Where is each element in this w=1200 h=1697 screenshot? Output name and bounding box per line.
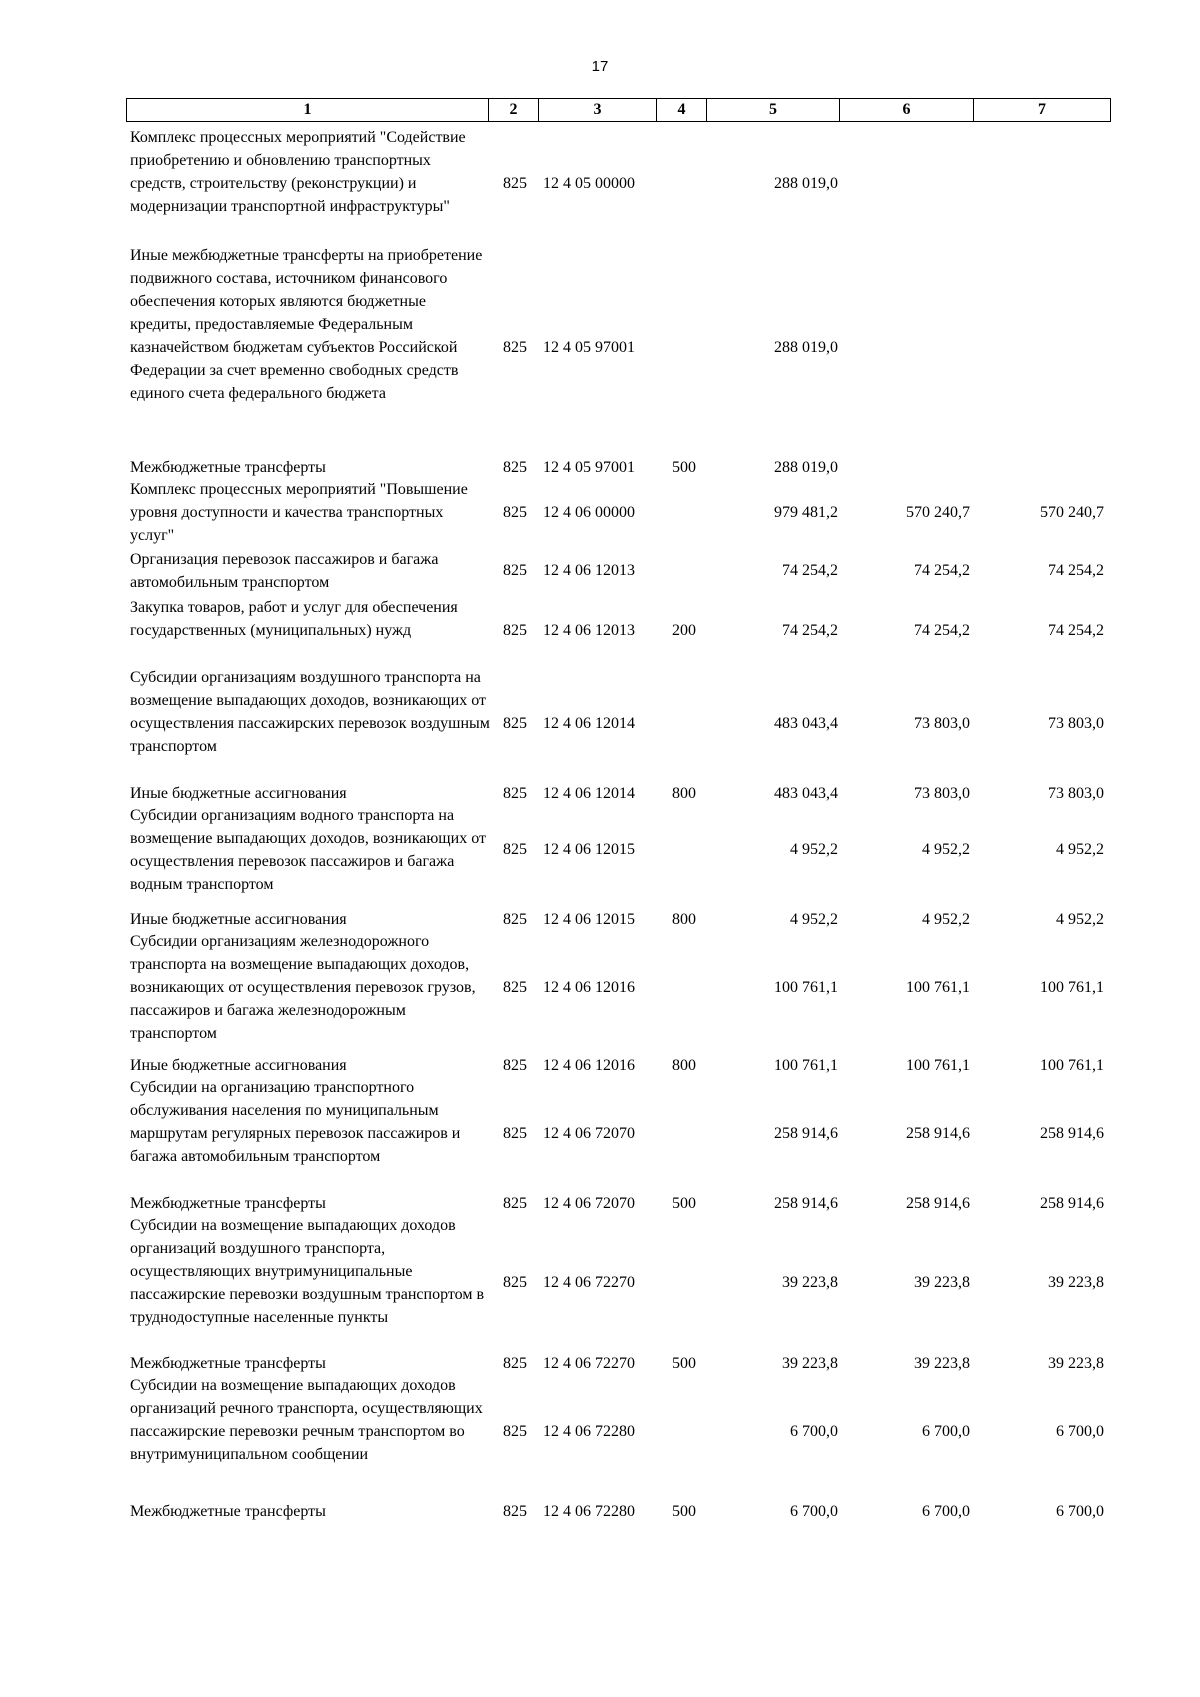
column-header-1: 1 bbox=[127, 99, 489, 122]
row-name: Комплекс процессных мероприятий "Содействие приобретению и обновлению транспортных средств, строительству (реконструкции) и модернизации транспортной инфраструктуры" bbox=[130, 129, 466, 215]
target-article-code: 12 4 06 12014 bbox=[543, 784, 635, 802]
row-name: Иные бюджетные ассигнования bbox=[130, 911, 347, 928]
ministry-code: 825 bbox=[503, 841, 527, 858]
table-row bbox=[0, 1500, 1200, 1522]
ministry-code: 825 bbox=[503, 338, 527, 356]
amount-year-2 bbox=[838, 456, 970, 479]
ministry-code: 825 bbox=[503, 174, 527, 192]
expense-type-code bbox=[662, 1214, 706, 1352]
amount-year-3 bbox=[970, 126, 1104, 241]
ministry-code: 825 bbox=[503, 978, 527, 996]
target-article-code: 12 4 05 00000 bbox=[543, 174, 635, 192]
row-name: Межбюджетные трансферты bbox=[130, 1355, 326, 1372]
ministry-code: 825 bbox=[503, 1056, 527, 1074]
target-article-code: 12 4 06 72280 bbox=[543, 1422, 635, 1440]
amount-year-3: 258 914,6 bbox=[1040, 1194, 1104, 1212]
row-name: Иные бюджетные ассигнования bbox=[130, 785, 347, 802]
expense-type-code bbox=[662, 666, 706, 781]
target-article-code: 12 4 06 12013 bbox=[543, 562, 635, 579]
amount-year-3: 39 223,8 bbox=[1048, 1274, 1104, 1291]
expense-type-code: 800 bbox=[672, 784, 696, 802]
amount-year-1: 74 254,2 bbox=[782, 562, 838, 579]
amount-year-1: 6 700,0 bbox=[790, 1502, 838, 1520]
row-name: Субсидии на возмещение выпадающих доходов организаций речного транспорта, осуществляющих пассажирские перевозки речным транспортом во внутримуниципальном сообщении bbox=[130, 1377, 483, 1463]
amount-year-1: 288 019,0 bbox=[774, 174, 838, 192]
amount-year-2: 258 914,6 bbox=[906, 1124, 970, 1142]
expense-type-code bbox=[662, 930, 706, 1045]
column-header-4: 4 bbox=[657, 99, 707, 122]
expense-type-code: 500 bbox=[672, 1354, 696, 1372]
row-name: Субсидии организациям железнодорожного транспорта на возмещение выпадающих доходов, возникающих от осуществления перевозок грузов, пассажиров и багажа железнодорожным транспортом bbox=[130, 933, 476, 1042]
ministry-code: 825 bbox=[503, 1194, 527, 1212]
amount-year-1: 483 043,4 bbox=[774, 784, 838, 802]
amount-year-2: 4 952,2 bbox=[922, 910, 970, 928]
table-row bbox=[0, 782, 1200, 804]
table-row bbox=[0, 126, 1200, 244]
column-header-7: 7 bbox=[974, 99, 1111, 122]
row-name: Субсидии организациям воздушного транспорта на возмещение выпадающих доходов, возникающих от осуществления пассажирских перевозок воздушным транспортом bbox=[130, 669, 490, 755]
expense-type-code: 200 bbox=[672, 621, 696, 639]
ministry-code: 825 bbox=[503, 621, 527, 639]
amount-year-1: 4 952,2 bbox=[790, 910, 838, 928]
target-article-code: 12 4 05 97001 bbox=[543, 338, 635, 356]
expense-type-code bbox=[662, 804, 706, 896]
target-article-code: 12 4 06 12013 bbox=[543, 621, 635, 639]
amount-year-3: 73 803,0 bbox=[1048, 714, 1104, 732]
amount-year-1: 100 761,1 bbox=[774, 978, 838, 996]
amount-year-1: 258 914,6 bbox=[774, 1194, 838, 1212]
amount-year-1: 74 254,2 bbox=[782, 621, 838, 639]
table-row bbox=[0, 1192, 1200, 1214]
amount-year-1: 39 223,8 bbox=[782, 1274, 838, 1291]
amount-year-2: 39 223,8 bbox=[914, 1274, 970, 1291]
row-name: Межбюджетные трансферты bbox=[130, 1503, 326, 1520]
amount-year-3: 570 240,7 bbox=[1040, 503, 1104, 521]
table-row bbox=[0, 804, 1200, 908]
amount-year-3 bbox=[970, 456, 1104, 479]
table-row bbox=[0, 1374, 1200, 1500]
target-article-code: 12 4 06 72070 bbox=[543, 1194, 635, 1212]
ministry-code: 825 bbox=[503, 503, 527, 521]
amount-year-3: 39 223,8 bbox=[1048, 1354, 1104, 1372]
target-article-code: 12 4 06 72270 bbox=[543, 1354, 635, 1372]
ministry-code: 825 bbox=[503, 458, 527, 476]
amount-year-2: 100 761,1 bbox=[906, 978, 970, 996]
table-row bbox=[0, 930, 1200, 1054]
page-number: 17 bbox=[591, 58, 609, 75]
target-article-code: 12 4 05 97001 bbox=[543, 458, 635, 476]
amount-year-3: 6 700,0 bbox=[1056, 1422, 1104, 1440]
amount-year-1: 6 700,0 bbox=[790, 1422, 838, 1440]
amount-year-1: 258 914,6 bbox=[774, 1124, 838, 1142]
amount-year-1: 4 952,2 bbox=[790, 841, 838, 858]
amount-year-2: 73 803,0 bbox=[914, 784, 970, 802]
expense-type-code: 500 bbox=[672, 458, 696, 476]
target-article-code: 12 4 06 12015 bbox=[543, 841, 635, 858]
row-name: Закупка товаров, работ и услуг для обеспечения государственных (муниципальных) нужд bbox=[130, 599, 458, 639]
amount-year-3: 73 803,0 bbox=[1048, 784, 1104, 802]
amount-year-2 bbox=[838, 126, 970, 241]
row-name: Иные межбюджетные трансферты на приобретение подвижного состава, источником финансового обеспечения которых являются бюджетные кредиты, предоставляемые Федеральным казначейством бюджетам субъектов Российской Федерации за счет временно свободных средств единого счета федерального бюджета bbox=[130, 247, 483, 402]
amount-year-2: 6 700,0 bbox=[922, 1502, 970, 1520]
target-article-code: 12 4 06 12016 bbox=[543, 978, 635, 996]
ministry-code: 825 bbox=[503, 1422, 527, 1440]
expense-type-code bbox=[662, 478, 706, 547]
amount-year-2: 74 254,2 bbox=[914, 562, 970, 579]
amount-year-3 bbox=[970, 244, 1104, 451]
amount-year-1: 483 043,4 bbox=[774, 714, 838, 732]
ministry-code: 825 bbox=[503, 1274, 527, 1291]
amount-year-1: 979 481,2 bbox=[774, 503, 838, 521]
amount-year-3: 74 254,2 bbox=[1048, 621, 1104, 639]
row-name: Организация перевозок пассажиров и багажа автомобильным транспортом bbox=[130, 551, 439, 591]
column-header-table bbox=[126, 98, 1111, 122]
table-row bbox=[0, 478, 1200, 548]
ministry-code: 825 bbox=[503, 1354, 527, 1372]
amount-year-2: 258 914,6 bbox=[906, 1194, 970, 1212]
target-article-code: 12 4 06 12016 bbox=[543, 1056, 635, 1074]
row-name: Субсидии организациям водного транспорта на возмещение выпадающих доходов, возникающих от осуществления перевозок пассажиров и багажа водным транспортом bbox=[130, 807, 486, 893]
expense-type-code: 800 bbox=[672, 1056, 696, 1074]
amount-year-2: 4 952,2 bbox=[922, 841, 970, 858]
column-header-row bbox=[127, 99, 1111, 122]
target-article-code: 12 4 06 12015 bbox=[543, 910, 635, 928]
row-name: Субсидии на организацию транспортного обслуживания населения по муниципальным маршрутам регулярных перевозок пассажиров и багажа автомобильным транспортом bbox=[130, 1079, 461, 1165]
amount-year-1: 100 761,1 bbox=[774, 1056, 838, 1074]
row-name: Иные бюджетные ассигнования bbox=[130, 1057, 347, 1074]
table-row bbox=[0, 1352, 1200, 1374]
table-row bbox=[0, 548, 1200, 596]
ministry-code: 825 bbox=[503, 562, 527, 579]
column-header-3: 3 bbox=[539, 99, 657, 122]
expense-type-code: 500 bbox=[672, 1194, 696, 1212]
expense-type-code bbox=[662, 1076, 706, 1191]
table-row bbox=[0, 596, 1200, 666]
expense-type-code: 500 bbox=[672, 1502, 696, 1520]
table-row bbox=[0, 456, 1200, 478]
target-article-code: 12 4 06 12014 bbox=[543, 714, 635, 732]
expense-type-code bbox=[662, 548, 706, 594]
ministry-code: 825 bbox=[503, 714, 527, 732]
table-row bbox=[0, 1054, 1200, 1076]
amount-year-3: 4 952,2 bbox=[1056, 910, 1104, 928]
amount-year-2: 39 223,8 bbox=[914, 1354, 970, 1372]
ministry-code: 825 bbox=[503, 1502, 527, 1520]
column-header-5: 5 bbox=[707, 99, 840, 122]
amount-year-1: 288 019,0 bbox=[774, 338, 838, 356]
table-row bbox=[0, 244, 1200, 456]
row-name: Межбюджетные трансферты bbox=[130, 1195, 326, 1212]
table-row bbox=[0, 666, 1200, 782]
table-row bbox=[0, 1214, 1200, 1352]
target-article-code: 12 4 06 72070 bbox=[543, 1124, 635, 1142]
column-header-6: 6 bbox=[840, 99, 974, 122]
amount-year-2: 73 803,0 bbox=[914, 714, 970, 732]
amount-year-2: 74 254,2 bbox=[914, 621, 970, 639]
amount-year-2 bbox=[838, 244, 970, 451]
column-header-2: 2 bbox=[489, 99, 539, 122]
expense-type-code bbox=[662, 244, 706, 451]
row-name: Межбюджетные трансферты bbox=[130, 459, 326, 476]
amount-year-3: 6 700,0 bbox=[1056, 1502, 1104, 1520]
target-article-code: 12 4 06 72280 bbox=[543, 1502, 635, 1520]
amount-year-3: 74 254,2 bbox=[1048, 562, 1104, 579]
ministry-code: 825 bbox=[503, 910, 527, 928]
budget-table-body bbox=[0, 126, 1200, 1522]
amount-year-3: 100 761,1 bbox=[1040, 1056, 1104, 1074]
row-name: Комплекс процессных мероприятий "Повышение уровня доступности и качества транспортных услуг" bbox=[130, 481, 468, 544]
amount-year-2: 570 240,7 bbox=[906, 503, 970, 521]
amount-year-1: 288 019,0 bbox=[774, 458, 838, 476]
expense-type-code bbox=[662, 126, 706, 241]
amount-year-2: 100 761,1 bbox=[906, 1056, 970, 1074]
table-row bbox=[0, 1076, 1200, 1192]
amount-year-3: 100 761,1 bbox=[1040, 978, 1104, 996]
amount-year-2: 6 700,0 bbox=[922, 1422, 970, 1440]
target-article-code: 12 4 06 72270 bbox=[543, 1274, 635, 1291]
expense-type-code: 800 bbox=[672, 910, 696, 928]
amount-year-3: 4 952,2 bbox=[1056, 841, 1104, 858]
row-name: Субсидии на возмещение выпадающих доходов организаций воздушного транспорта, осуществляющих внутримуниципальные пассажирские перевозки воздушным транспортом в труднодоступные населенные пункты bbox=[130, 1217, 485, 1326]
table-row bbox=[0, 908, 1200, 930]
amount-year-3: 258 914,6 bbox=[1040, 1124, 1104, 1142]
ministry-code: 825 bbox=[503, 1124, 527, 1142]
target-article-code: 12 4 06 00000 bbox=[543, 503, 635, 521]
expense-type-code bbox=[662, 1374, 706, 1489]
ministry-code: 825 bbox=[503, 784, 527, 802]
amount-year-1: 39 223,8 bbox=[782, 1354, 838, 1372]
